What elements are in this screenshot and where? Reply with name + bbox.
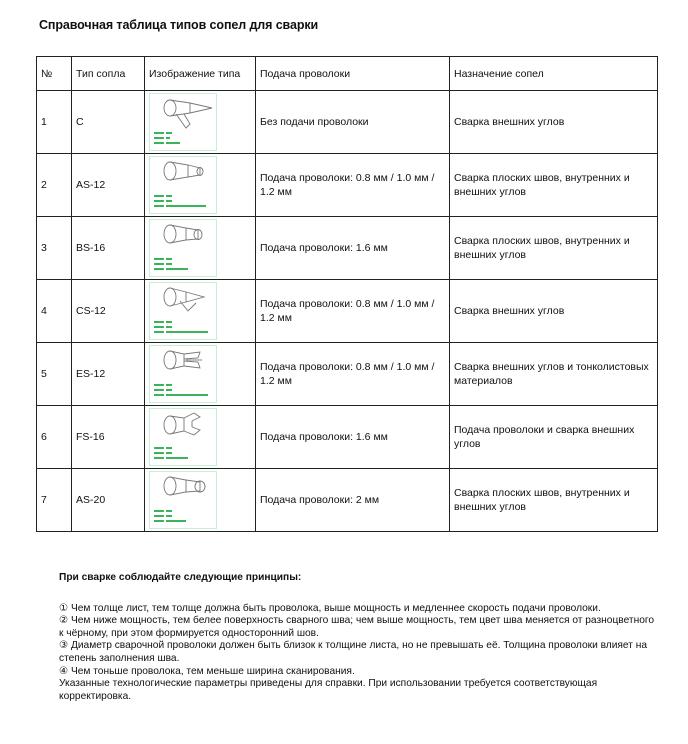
table-row <box>37 469 658 532</box>
principle-item: ① Чем толще лист, тем толще должна быть проволока, выше мощность и медленнее скорость подачи проволоки. <box>59 602 601 614</box>
row-type: FS-16 <box>72 406 145 469</box>
row-purpose: Сварка внешних углов <box>450 280 658 343</box>
row-wire-feed: Без подачи проволоки <box>256 91 450 154</box>
table-row <box>37 217 658 280</box>
row-wire-feed: Подача проволоки: 1.6 мм <box>256 406 450 469</box>
nozzle-fs16-icon <box>149 408 217 466</box>
row-wire-feed: Подача проволоки: 2 мм <box>256 469 450 532</box>
row-wire-feed: Подача проволоки: 0.8 мм / 1.0 мм / 1.2 мм <box>256 280 450 343</box>
row-purpose: Сварка плоских швов, внутренних и внешних углов <box>450 469 658 532</box>
row-number: 6 <box>37 406 72 469</box>
page-title: Справочная таблица типов сопел для сварки <box>39 18 319 32</box>
table-row <box>37 406 658 469</box>
nozzle-as20-icon <box>149 471 217 529</box>
row-image <box>145 343 256 406</box>
principle-item: ④ Чем тоньше проволока, тем меньше ширина сканирования. <box>59 665 355 677</box>
row-image <box>145 406 256 469</box>
row-number: 3 <box>37 217 72 280</box>
row-number: 2 <box>37 154 72 217</box>
principles-heading: При сварке соблюдайте следующие принципы: <box>59 572 302 583</box>
row-image <box>145 91 256 154</box>
header-number: № <box>37 57 72 91</box>
row-wire-feed: Подача проволоки: 1.6 мм <box>256 217 450 280</box>
nozzle-reference-table <box>36 56 658 532</box>
principles-note: Указанные технологические параметры приведены для справки. При использовании требуется соответствующая корректировка. <box>59 678 598 702</box>
welding-principles <box>59 572 659 703</box>
header-wire-feed: Подача проволоки <box>256 57 450 91</box>
table-header-row <box>37 57 658 91</box>
table-row <box>37 91 658 154</box>
row-type: C <box>72 91 145 154</box>
row-number: 5 <box>37 343 72 406</box>
row-wire-feed: Подача проволоки: 0.8 мм / 1.0 мм / 1.2 мм <box>256 343 450 406</box>
row-number: 4 <box>37 280 72 343</box>
row-purpose: Сварка внешних углов и тонколистовых материалов <box>450 343 658 406</box>
nozzle-as12-icon <box>149 156 217 214</box>
row-image <box>145 154 256 217</box>
nozzle-es12-icon <box>149 345 217 403</box>
row-purpose: Сварка плоских швов, внутренних и внешних углов <box>450 217 658 280</box>
row-type: AS-20 <box>72 469 145 532</box>
row-type: AS-12 <box>72 154 145 217</box>
row-image <box>145 280 256 343</box>
row-purpose: Сварка внешних углов <box>450 91 658 154</box>
table-row <box>37 280 658 343</box>
header-type-image: Изображение типа <box>145 57 256 91</box>
row-type: ES-12 <box>72 343 145 406</box>
table-row <box>37 154 658 217</box>
principle-item: ② Чем ниже мощность, тем белее поверхность сварного шва; чем выше мощность, тем цвет шва меняется от разноцветного к чёрному, при этом формируется односторонний шов. <box>59 615 655 639</box>
nozzle-cs12-icon <box>149 282 217 340</box>
header-purpose: Назначение сопел <box>450 57 658 91</box>
row-purpose: Подача проволоки и сварка внешних углов <box>450 406 658 469</box>
row-image <box>145 469 256 532</box>
row-type: CS-12 <box>72 280 145 343</box>
row-purpose: Сварка плоских швов, внутренних и внешних углов <box>450 154 658 217</box>
principle-item: ③ Диаметр сварочной проволоки должен быть близок к толщине листа, но не превышать её. Толщина проволоки влияет на степень заполнения шва. <box>59 640 648 664</box>
nozzle-c-icon <box>149 93 217 151</box>
row-number: 1 <box>37 91 72 154</box>
row-wire-feed: Подача проволоки: 0.8 мм / 1.0 мм / 1.2 мм <box>256 154 450 217</box>
row-image <box>145 217 256 280</box>
row-type: BS-16 <box>72 217 145 280</box>
nozzle-bs16-icon <box>149 219 217 277</box>
row-number: 7 <box>37 469 72 532</box>
table-row <box>37 343 658 406</box>
header-nozzle-type: Тип сопла <box>72 57 145 91</box>
